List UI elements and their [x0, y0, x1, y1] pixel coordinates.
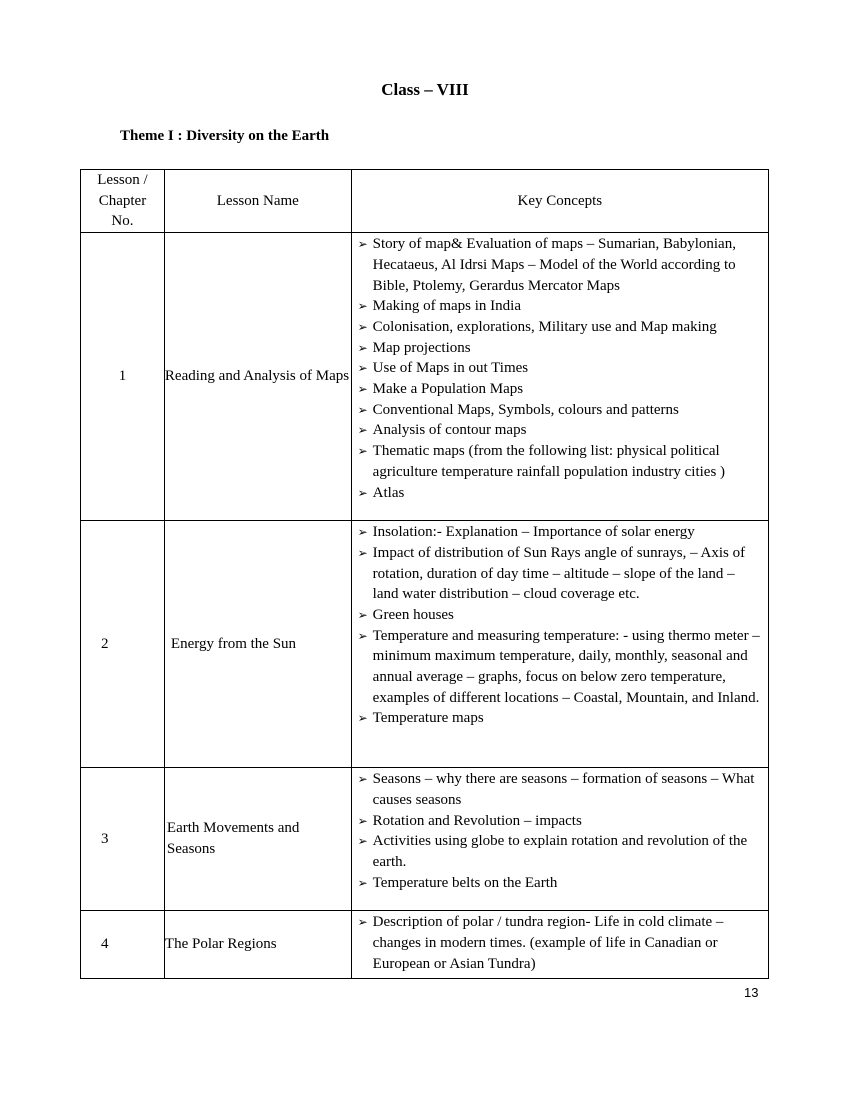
arrowhead-bullet-icon: ➢	[357, 711, 368, 726]
lesson-name: Reading and Analysis of Maps	[164, 233, 351, 521]
lesson-number: 2	[81, 521, 165, 768]
concept-item	[358, 234, 760, 296]
concept-item	[358, 912, 760, 974]
concept-item	[358, 605, 760, 626]
table-row	[81, 521, 769, 768]
concept-text: Making of maps in India	[372, 298, 521, 315]
concept-text: Rotation and Revolution – impacts	[372, 812, 582, 829]
concept-item	[358, 379, 760, 400]
concept-item	[358, 296, 760, 317]
concept-item	[358, 769, 760, 810]
concept-text: Make a Population Maps	[372, 381, 524, 398]
header-lesson-name: Lesson Name	[164, 170, 351, 233]
theme-heading: Theme I : Diversity on the Earth	[120, 128, 330, 144]
arrowhead-bullet-icon: ➢	[357, 299, 368, 314]
arrowhead-bullet-icon: ➢	[357, 875, 368, 890]
arrowhead-bullet-icon: ➢	[357, 237, 368, 252]
concept-text: Conventional Maps, Symbols, colours and patterns	[372, 401, 679, 418]
lesson-number: 3	[81, 768, 165, 911]
header-lesson-number-line: Chapter	[98, 192, 147, 209]
page-number: 13	[744, 985, 759, 1000]
arrowhead-bullet-icon: ➢	[357, 545, 368, 560]
key-concepts-cell	[351, 768, 768, 911]
lesson-name: Earth Movements and Seasons	[164, 768, 351, 911]
concept-text: Colonisation, explorations, Military use and Map making	[372, 318, 717, 335]
arrowhead-bullet-icon: ➢	[357, 772, 368, 787]
concept-list	[358, 912, 760, 974]
concept-item	[358, 543, 760, 605]
table-row	[81, 233, 769, 521]
concept-text: Atlas	[372, 484, 405, 501]
concept-text: Use of Maps in out Times	[372, 360, 529, 377]
page-title: Class – VIII	[381, 80, 469, 99]
concept-list	[358, 769, 760, 893]
lesson-number: 1	[81, 233, 165, 521]
concept-item	[358, 522, 760, 543]
syllabus-table	[80, 169, 769, 979]
key-concepts-cell	[351, 233, 768, 521]
table-row	[81, 768, 769, 911]
lesson-number: 4	[81, 911, 165, 979]
concept-item	[358, 338, 760, 359]
concept-text: Temperature maps	[372, 710, 484, 727]
concept-item	[358, 831, 760, 872]
concept-item	[358, 626, 760, 709]
concept-text: Story of map& Evaluation of maps – Sumarian, Babylonian, Hecataeus, Al Idrsi Maps – Model of the World according to Bible, Ptolemy, Gerardus Mercator Maps	[372, 236, 736, 294]
header-lesson-number-line: Lesson /	[97, 172, 148, 188]
arrowhead-bullet-icon: ➢	[357, 915, 368, 930]
concept-item	[358, 420, 760, 441]
concept-item	[358, 317, 760, 338]
concept-item	[358, 358, 760, 379]
arrowhead-bullet-icon: ➢	[357, 423, 368, 438]
header-lesson-number	[81, 170, 165, 233]
concept-text: Thematic maps (from the following list: physical political agriculture temperature rainfall population industry cities )	[372, 443, 726, 480]
arrowhead-bullet-icon: ➢	[357, 607, 368, 622]
concept-item	[358, 811, 760, 832]
concept-item	[358, 483, 760, 504]
arrowhead-bullet-icon: ➢	[357, 444, 368, 459]
lesson-name: Energy from the Sun	[164, 521, 351, 768]
concept-text: Analysis of contour maps	[372, 422, 527, 439]
arrowhead-bullet-icon: ➢	[357, 402, 368, 417]
header-key-concepts: Key Concepts	[351, 170, 768, 233]
key-concepts-cell	[351, 911, 768, 979]
concept-list	[358, 234, 760, 503]
concept-text: Map projections	[372, 339, 471, 356]
concept-text: Seasons – why there are seasons – formation of seasons – What causes seasons	[372, 771, 755, 808]
concept-text: Temperature belts on the Earth	[372, 874, 558, 891]
concept-text: Impact of distribution of Sun Rays angle of sunrays, – Axis of rotation, duration of day time – altitude – slope of the land – land water distribution – cloud coverage etc.	[372, 544, 746, 603]
arrowhead-bullet-icon: ➢	[357, 628, 368, 643]
arrowhead-bullet-icon: ➢	[357, 813, 368, 828]
arrowhead-bullet-icon: ➢	[357, 485, 368, 500]
header-lesson-number-line: No.	[111, 213, 134, 230]
concept-list	[358, 522, 760, 729]
lesson-name: The Polar Regions	[164, 911, 351, 979]
concept-item	[358, 441, 760, 482]
table-header-row	[81, 170, 769, 233]
arrowhead-bullet-icon: ➢	[357, 319, 368, 334]
concept-item	[358, 873, 760, 894]
arrowhead-bullet-icon: ➢	[357, 525, 368, 540]
table-row	[81, 911, 769, 979]
arrowhead-bullet-icon: ➢	[357, 361, 368, 376]
concept-text: Temperature and measuring temperature: - using thermo meter – minimum maximum temperature, daily, monthly, seasonal and annual average – graphs, focus on below zero temperature, examples of different locations – Coastal, Mountain, and Inland.	[372, 627, 760, 706]
concept-text: Activities using globe to explain rotation and revolution of the earth.	[372, 833, 748, 870]
concept-item	[358, 400, 760, 421]
concept-text: Description of polar / tundra region- Life in cold climate – changes in modern times. (example of life in Canadian or European or Asian Tundra)	[372, 914, 724, 972]
arrowhead-bullet-icon: ➢	[357, 382, 368, 397]
arrowhead-bullet-icon: ➢	[357, 340, 368, 355]
concept-text: Green houses	[372, 606, 454, 623]
concept-item	[358, 708, 760, 729]
key-concepts-cell	[351, 521, 768, 768]
arrowhead-bullet-icon: ➢	[357, 834, 368, 849]
concept-text: Insolation:- Explanation – Importance of solar energy	[372, 524, 695, 541]
